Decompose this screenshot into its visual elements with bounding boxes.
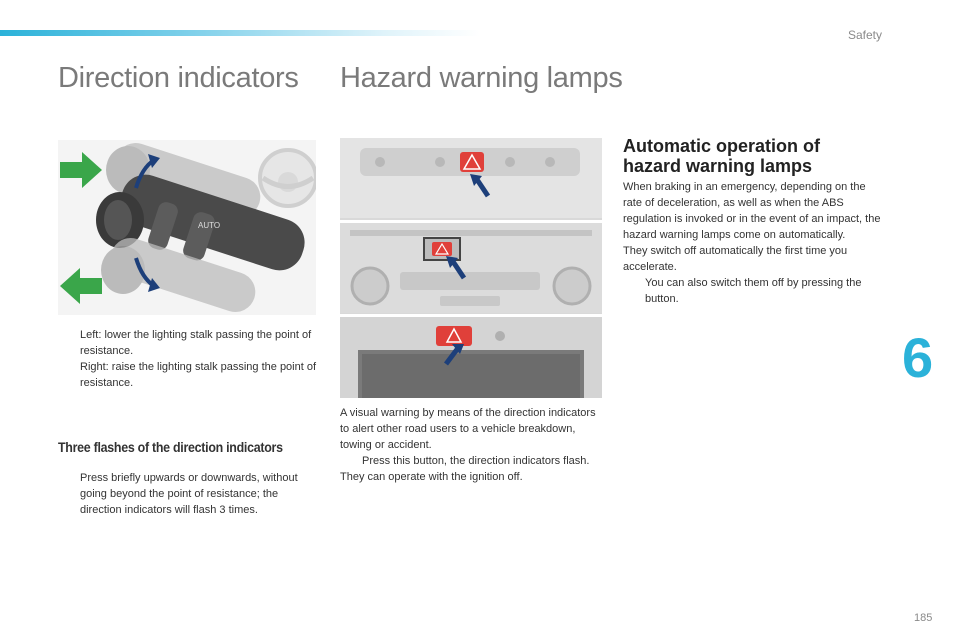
heading-line-2: hazard warning lamps bbox=[623, 156, 813, 176]
bullet-text: Left: lower the lighting stalk passing the point of resistance. bbox=[80, 329, 312, 357]
section-label: Safety bbox=[848, 28, 883, 42]
lighting-stalk-svg bbox=[58, 140, 316, 315]
header-accent-bar bbox=[0, 30, 480, 36]
heading-three-flashes: Three flashes of the direction indicators bbox=[58, 440, 283, 455]
hazard-dashboard-svg bbox=[340, 138, 602, 398]
bullet-text: You can also switch them off by pressing the button. bbox=[645, 277, 862, 305]
list-item bbox=[58, 327, 320, 359]
chapter-number: 6 bbox=[902, 326, 934, 389]
list-item bbox=[340, 453, 602, 469]
svg-text:AUTO: AUTO bbox=[198, 221, 221, 230]
hazard-intro: A visual warning by means of the direction indicators to alert other road users to a vehicle breakdown, towing or accident. bbox=[340, 407, 596, 451]
hazard-button-illustration bbox=[340, 138, 602, 398]
title-hazard-warning-lamps: Hazard warning lamps bbox=[340, 62, 623, 94]
automatic-para-1: When braking in an emergency, depending on the rate of deceleration, as well as when the ABS regulation is invoked or in the event of an impact, the hazard warning lamps come on automatically. bbox=[623, 181, 881, 241]
bullet-text: Press this button, the direction indicators flash. bbox=[362, 455, 590, 467]
heading-line-1: Automatic operation of bbox=[623, 136, 820, 156]
hazard-note: They can operate with the ignition off. bbox=[340, 471, 523, 483]
list-item bbox=[58, 470, 320, 518]
list-item bbox=[58, 359, 320, 391]
steering-wheel-icon bbox=[260, 150, 316, 206]
bullet-text: Right: raise the lighting stalk passing the point of resistance. bbox=[80, 361, 317, 389]
three-flashes-bullets bbox=[58, 470, 320, 518]
bullet-text: Press briefly upwards or downwards, without going beyond the point of resistance; the direction indicators will flash 3 times. bbox=[80, 472, 298, 516]
list-item bbox=[623, 275, 883, 307]
automatic-operation-text bbox=[623, 179, 883, 307]
page-number: 185 bbox=[914, 612, 933, 624]
automatic-para-2: They switch off automatically the first time you accelerate. bbox=[623, 245, 848, 273]
hazard-warning-text bbox=[340, 405, 602, 485]
heading-automatic-operation bbox=[623, 136, 820, 176]
direction-bullets bbox=[58, 327, 320, 391]
lighting-stalk-illustration bbox=[58, 140, 316, 315]
title-direction-indicators: Direction indicators bbox=[58, 62, 299, 94]
